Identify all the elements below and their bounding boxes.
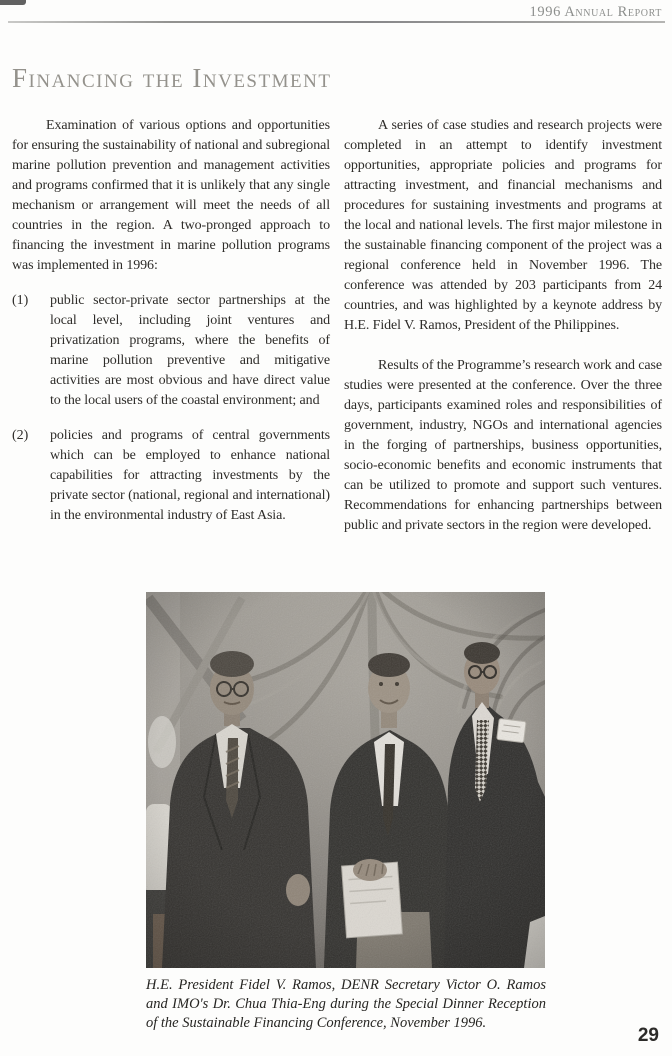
list-text-1: public sector-private sector partnerships at the local level, including joint ventures and privatization programs, where the benefits of marine pollution preventive and mitigative activities are most obvious and have direct value to the local users of the coastal environment; and (50, 293, 330, 408)
list-item-2 (12, 426, 330, 526)
list-text-2: policies and programs of central governments which can be employed to enhance national capabilities for attracting investments by the private sector (national, regional and international) in the environmental industry of East Asia. (50, 428, 330, 523)
photo-caption: H.E. President Fidel V. Ramos, DENR Secretary Victor O. Ramos and IMO's Dr. Chua Thia-Eng during the Special Dinner Reception of the Sustainable Financing Conference, November 1996. (146, 977, 546, 1031)
section-title: Financing the Investment (12, 63, 332, 93)
conference-photo (146, 592, 545, 968)
right-column (344, 116, 662, 541)
left-column (12, 116, 330, 541)
running-header (530, 3, 662, 21)
running-header-title: 1996 Annual Report (529, 4, 662, 20)
vignette (146, 592, 545, 968)
scan-artifact (0, 0, 26, 5)
header-rule (8, 21, 665, 23)
body-columns (12, 116, 662, 541)
paragraph-intro: Examination of various options and opportunities for ensuring the sustainability of national and subregional marine pollution prevention and management activities and programs confirmed that it is unlikely that any single mechanism or arrangement will meet the needs of all countries in the region. A two-pronged approach to financing the investment in marine pollution programs was implemented in 1996: (12, 118, 330, 273)
paragraph-results: Results of the Programme’s research work and case studies were presented at the conference. Over the three days, participants examined roles and responsibilities of government, industry, NGOs and international agencies in the forging of partnerships, business opportunities, socio-economic benefits and economic instruments that can be utilized to promote and support such ventures. Recommendations for enhancing partnerships between public and private sectors in the region were developed. (344, 358, 662, 533)
paragraph-case-studies: A series of case studies and research projects were completed in an attempt to identify investment opportunities, appropriate policies and programs for attracting investment, and financial mechanisms and procedures for sustaining investments and programs at the local and national levels. The first major milestone in the sustainable financing component of the project was a regional conference held in November 1996. The conference was attended by 203 participants from 24 countries, and was highlighted by a keynote address by H.E. Fidel V. Ramos, President of the Philippines. (344, 118, 662, 333)
list-number-1: (1) (12, 293, 29, 308)
conference-photo-art (146, 592, 545, 968)
page-number: 29 (637, 1025, 659, 1046)
list-item-1 (12, 291, 330, 411)
list-number-2: (2) (12, 428, 29, 443)
